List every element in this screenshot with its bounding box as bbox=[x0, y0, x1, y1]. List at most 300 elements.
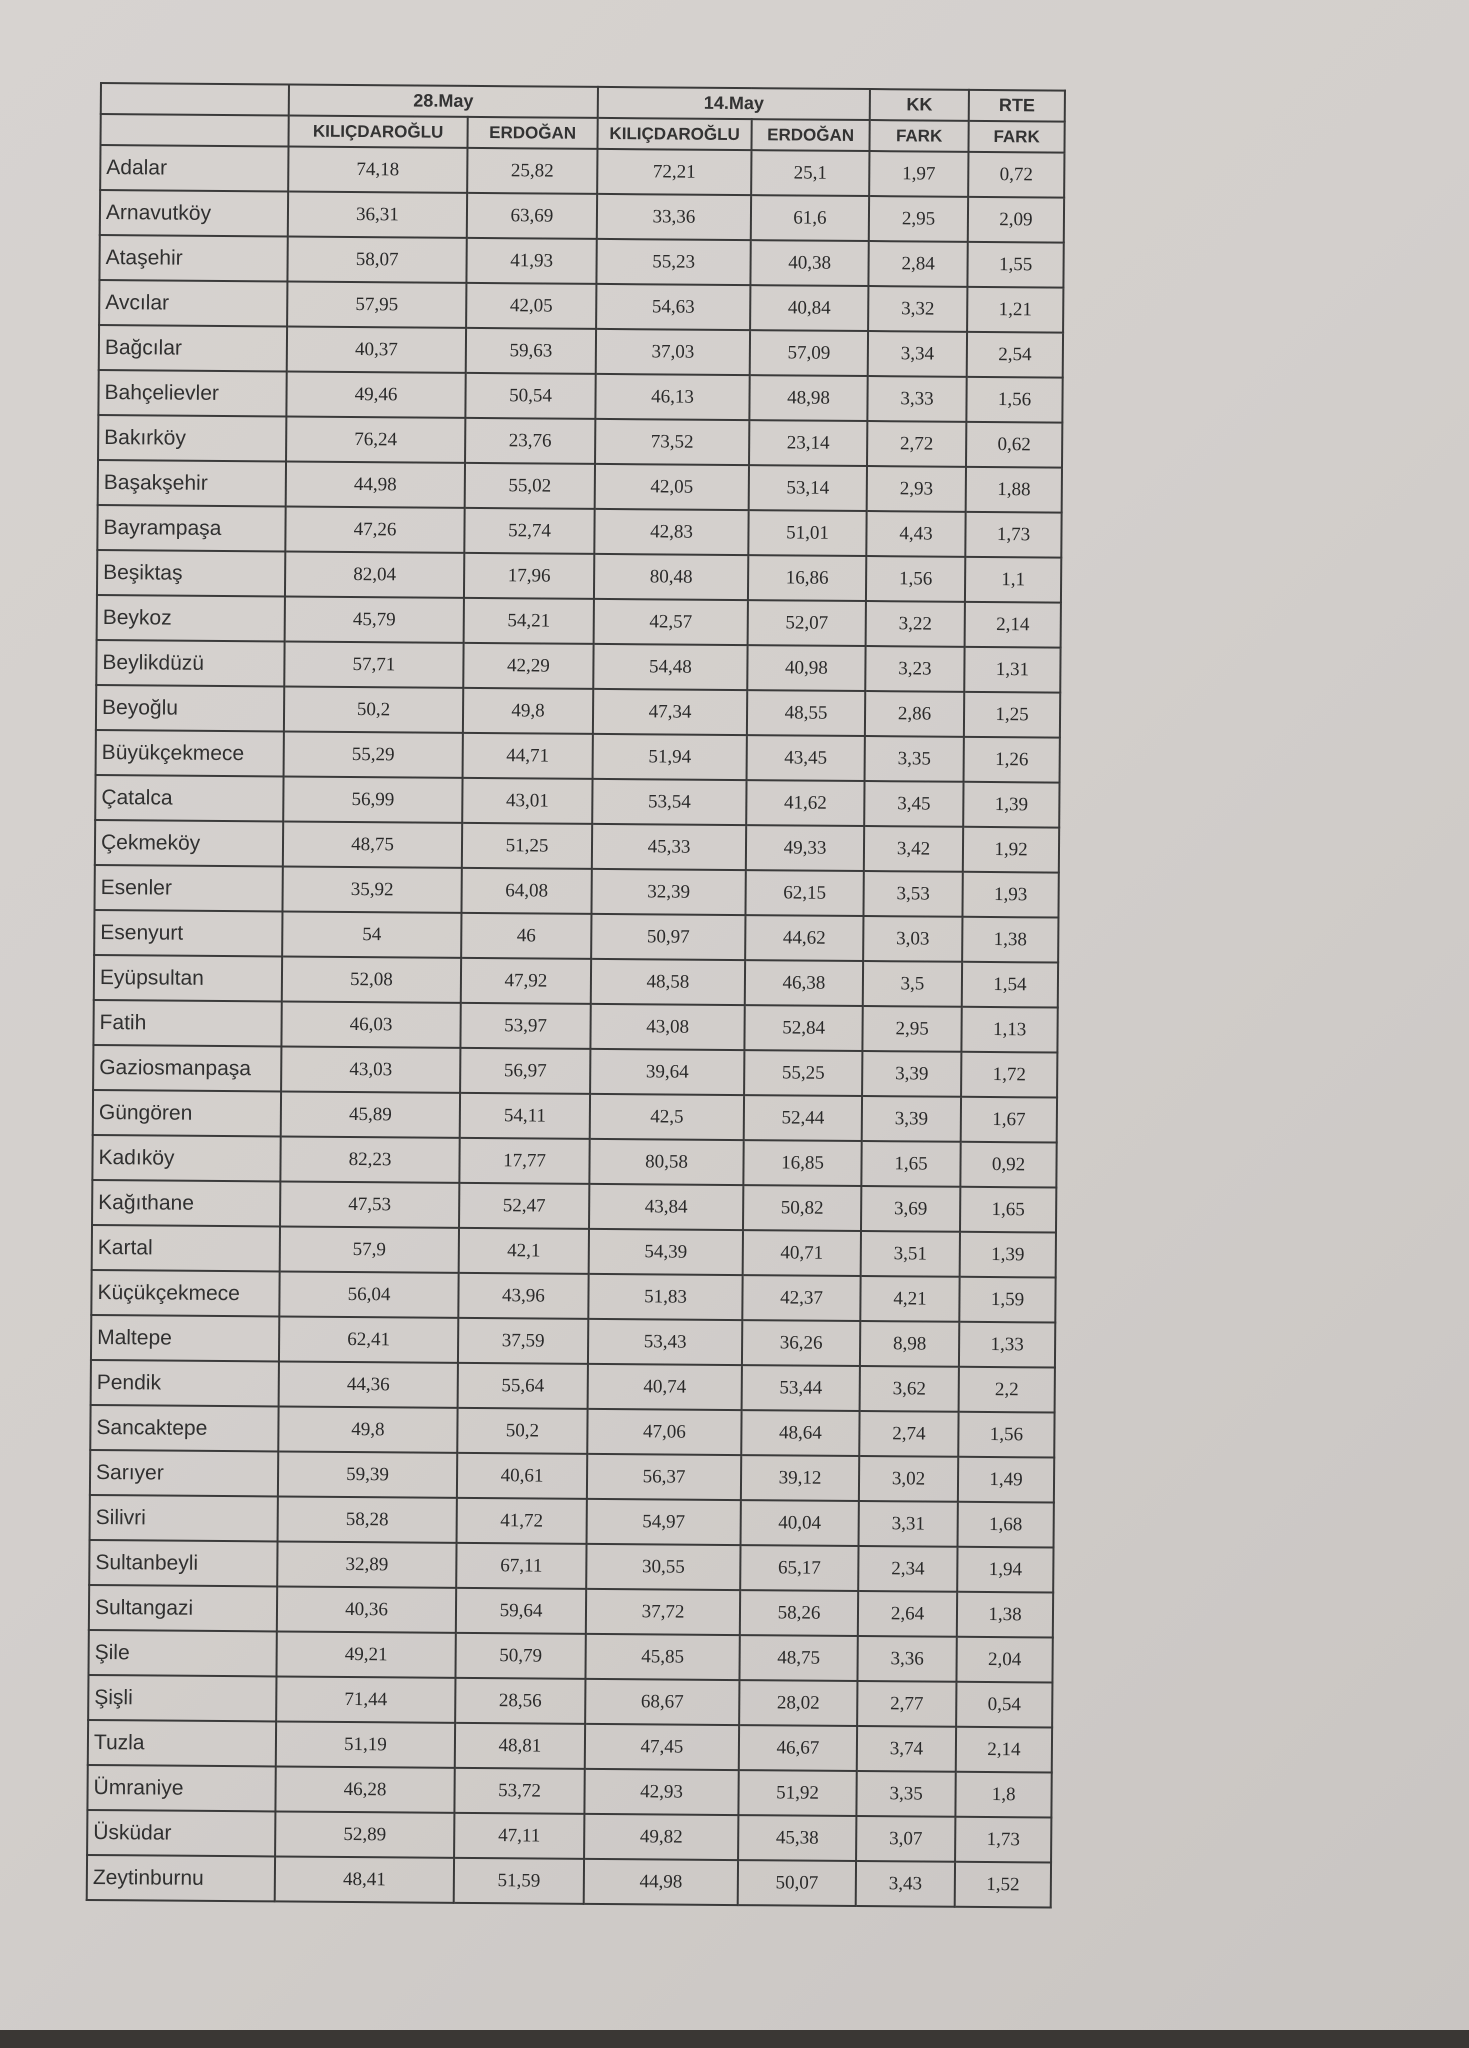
header-erdogan-28: ERDOĞAN bbox=[467, 117, 597, 149]
kilicdaroglu-14-cell: 54,48 bbox=[593, 644, 747, 690]
erdogan-28-cell: 17,96 bbox=[464, 553, 594, 599]
kk-fark-cell: 2,86 bbox=[865, 691, 964, 737]
erdogan-14-cell: 55,25 bbox=[744, 1050, 862, 1096]
district-cell: Bakırköy bbox=[98, 415, 286, 461]
kilicdaroglu-28-cell: 58,07 bbox=[287, 236, 466, 282]
district-cell: Ataşehir bbox=[99, 235, 287, 281]
kilicdaroglu-28-cell: 82,04 bbox=[285, 551, 464, 597]
kilicdaroglu-28-cell: 82,23 bbox=[280, 1136, 459, 1182]
kilicdaroglu-14-cell: 51,83 bbox=[588, 1274, 742, 1320]
kilicdaroglu-28-cell: 57,71 bbox=[284, 641, 463, 687]
erdogan-14-cell: 48,64 bbox=[741, 1410, 859, 1456]
kilicdaroglu-14-cell: 42,93 bbox=[584, 1769, 738, 1815]
kilicdaroglu-14-cell: 48,58 bbox=[591, 959, 745, 1005]
header-date-28-may: 28.May bbox=[289, 84, 598, 117]
kk-fark-cell: 3,69 bbox=[861, 1186, 960, 1232]
kk-fark-cell: 1,56 bbox=[866, 556, 965, 602]
kilicdaroglu-14-cell: 44,98 bbox=[584, 1859, 738, 1905]
erdogan-14-cell: 53,44 bbox=[742, 1365, 860, 1411]
kk-fark-cell: 3,35 bbox=[865, 736, 964, 782]
background-surface bbox=[0, 2030, 1469, 2048]
kilicdaroglu-28-cell: 32,89 bbox=[277, 1541, 456, 1587]
kilicdaroglu-28-cell: 74,18 bbox=[288, 146, 467, 192]
erdogan-14-cell: 36,26 bbox=[742, 1320, 860, 1366]
erdogan-14-cell: 43,45 bbox=[747, 735, 865, 781]
erdogan-28-cell: 17,77 bbox=[459, 1138, 589, 1184]
kilicdaroglu-28-cell: 40,37 bbox=[287, 326, 466, 372]
table-row bbox=[90, 1495, 1054, 1548]
table-row bbox=[94, 955, 1058, 1008]
erdogan-14-cell: 48,55 bbox=[747, 690, 865, 736]
district-cell: Zeytinburnu bbox=[87, 1855, 275, 1901]
kilicdaroglu-14-cell: 47,34 bbox=[593, 689, 747, 735]
kilicdaroglu-14-cell: 37,72 bbox=[586, 1589, 740, 1635]
rte-fark-cell: 1,33 bbox=[959, 1322, 1055, 1368]
kk-fark-cell: 3,31 bbox=[859, 1501, 958, 1547]
kilicdaroglu-14-cell: 80,58 bbox=[589, 1139, 743, 1185]
district-cell: Bahçelievler bbox=[98, 370, 286, 416]
kilicdaroglu-14-cell: 43,84 bbox=[589, 1184, 743, 1230]
table-row bbox=[95, 820, 1059, 873]
rte-fark-cell: 0,54 bbox=[956, 1682, 1052, 1728]
district-cell: Sarıyer bbox=[90, 1450, 278, 1496]
kilicdaroglu-28-cell: 57,95 bbox=[287, 281, 466, 327]
erdogan-14-cell: 58,26 bbox=[740, 1590, 858, 1636]
table-row bbox=[91, 1360, 1055, 1413]
table-row bbox=[99, 325, 1063, 378]
erdogan-28-cell: 63,69 bbox=[467, 193, 597, 239]
erdogan-14-cell: 44,62 bbox=[745, 915, 863, 961]
kk-fark-cell: 3,36 bbox=[857, 1636, 956, 1682]
erdogan-28-cell: 46 bbox=[461, 913, 591, 959]
district-cell: Kadıköy bbox=[92, 1135, 280, 1181]
kilicdaroglu-28-cell: 49,21 bbox=[276, 1631, 455, 1677]
district-cell: Arnavutköy bbox=[100, 190, 288, 236]
erdogan-14-cell: 52,44 bbox=[744, 1095, 862, 1141]
district-cell: Eyüpsultan bbox=[94, 955, 282, 1001]
erdogan-14-cell: 52,84 bbox=[744, 1005, 862, 1051]
table-row bbox=[90, 1405, 1054, 1458]
table-row bbox=[100, 145, 1064, 198]
kk-fark-cell: 3,07 bbox=[856, 1816, 955, 1862]
kilicdaroglu-28-cell: 56,04 bbox=[279, 1271, 458, 1317]
rte-fark-cell: 1,13 bbox=[961, 1007, 1057, 1053]
table-row bbox=[96, 685, 1060, 738]
erdogan-28-cell: 59,64 bbox=[456, 1588, 586, 1634]
rte-fark-cell: 1,49 bbox=[958, 1457, 1054, 1503]
erdogan-14-cell: 49,33 bbox=[746, 825, 864, 871]
table-row bbox=[99, 235, 1063, 288]
kk-fark-cell: 3,53 bbox=[864, 871, 963, 917]
table-row bbox=[88, 1720, 1052, 1773]
kk-fark-cell: 2,77 bbox=[857, 1681, 956, 1727]
kk-fark-cell: 3,02 bbox=[859, 1456, 958, 1502]
erdogan-28-cell: 47,11 bbox=[454, 1813, 584, 1859]
kk-fark-cell: 3,35 bbox=[856, 1771, 955, 1817]
kilicdaroglu-28-cell: 52,89 bbox=[275, 1811, 454, 1857]
kilicdaroglu-28-cell: 43,03 bbox=[281, 1046, 460, 1092]
kilicdaroglu-14-cell: 80,48 bbox=[594, 554, 748, 600]
district-cell: Beykoz bbox=[97, 595, 285, 641]
kilicdaroglu-14-cell: 42,05 bbox=[595, 464, 749, 510]
kilicdaroglu-14-cell: 68,67 bbox=[585, 1679, 739, 1725]
erdogan-14-cell: 42,37 bbox=[742, 1275, 860, 1321]
table-row bbox=[92, 1135, 1056, 1188]
kilicdaroglu-28-cell: 48,75 bbox=[283, 821, 462, 867]
table-row bbox=[94, 910, 1058, 963]
erdogan-14-cell: 48,75 bbox=[739, 1635, 857, 1681]
rte-fark-cell: 1,88 bbox=[966, 467, 1062, 513]
erdogan-28-cell: 41,72 bbox=[457, 1498, 587, 1544]
table-row bbox=[95, 775, 1059, 828]
kk-fark-cell: 3,23 bbox=[865, 646, 964, 692]
table-row bbox=[87, 1855, 1051, 1908]
table-row bbox=[98, 460, 1062, 513]
erdogan-28-cell: 52,47 bbox=[459, 1183, 589, 1229]
table-row bbox=[96, 730, 1060, 783]
erdogan-28-cell: 54,21 bbox=[464, 598, 594, 644]
erdogan-28-cell: 59,63 bbox=[466, 328, 596, 374]
erdogan-14-cell: 50,07 bbox=[738, 1860, 856, 1906]
table-row bbox=[92, 1225, 1056, 1278]
rte-fark-cell: 1,25 bbox=[964, 692, 1060, 738]
district-cell: Adalar bbox=[100, 145, 288, 191]
erdogan-14-cell: 23,14 bbox=[749, 420, 867, 466]
kk-fark-cell: 1,97 bbox=[869, 151, 968, 197]
erdogan-14-cell: 52,07 bbox=[748, 600, 866, 646]
kilicdaroglu-28-cell: 59,39 bbox=[278, 1451, 457, 1497]
kilicdaroglu-14-cell: 45,85 bbox=[585, 1634, 739, 1680]
rte-fark-cell: 1,72 bbox=[961, 1052, 1057, 1098]
table-row bbox=[88, 1630, 1052, 1683]
erdogan-28-cell: 50,2 bbox=[457, 1408, 587, 1454]
erdogan-14-cell: 40,98 bbox=[747, 645, 865, 691]
erdogan-14-cell: 61,6 bbox=[751, 195, 869, 241]
rte-fark-cell: 1,21 bbox=[967, 287, 1063, 333]
kilicdaroglu-14-cell: 54,97 bbox=[587, 1499, 741, 1545]
header-empty-cell bbox=[101, 114, 289, 146]
kilicdaroglu-14-cell: 42,57 bbox=[594, 599, 748, 645]
rte-fark-cell: 1,54 bbox=[962, 962, 1058, 1008]
kilicdaroglu-14-cell: 42,5 bbox=[590, 1094, 744, 1140]
kilicdaroglu-28-cell: 57,9 bbox=[280, 1226, 459, 1272]
header-erdogan-14: ERDOĞAN bbox=[752, 119, 870, 151]
rte-fark-cell: 1,1 bbox=[965, 557, 1061, 603]
rte-fark-cell: 2,09 bbox=[968, 197, 1064, 243]
kk-fark-cell: 2,74 bbox=[859, 1411, 958, 1457]
table-row bbox=[97, 505, 1061, 558]
erdogan-28-cell: 42,05 bbox=[466, 283, 596, 329]
rte-fark-cell: 1,31 bbox=[964, 647, 1060, 693]
erdogan-14-cell: 16,85 bbox=[743, 1140, 861, 1186]
table-row bbox=[93, 1090, 1057, 1143]
header-date-14-may: 14.May bbox=[598, 87, 870, 120]
erdogan-28-cell: 67,11 bbox=[456, 1543, 586, 1589]
kk-fark-cell: 3,34 bbox=[868, 331, 967, 377]
kk-fark-cell: 3,45 bbox=[864, 781, 963, 827]
kilicdaroglu-14-cell: 39,64 bbox=[590, 1049, 744, 1095]
kilicdaroglu-14-cell: 40,74 bbox=[588, 1364, 742, 1410]
kilicdaroglu-28-cell: 52,08 bbox=[282, 956, 461, 1002]
table-row bbox=[88, 1675, 1052, 1728]
kilicdaroglu-28-cell: 45,79 bbox=[285, 596, 464, 642]
kilicdaroglu-14-cell: 54,63 bbox=[596, 284, 750, 330]
rte-fark-cell: 1,38 bbox=[962, 917, 1058, 963]
rte-fark-cell: 1,68 bbox=[958, 1502, 1054, 1548]
erdogan-28-cell: 23,76 bbox=[465, 418, 595, 464]
table-row bbox=[92, 1180, 1056, 1233]
table-row bbox=[89, 1585, 1053, 1638]
kilicdaroglu-14-cell: 49,82 bbox=[584, 1814, 738, 1860]
erdogan-14-cell: 48,98 bbox=[749, 375, 867, 421]
district-cell: Beşiktaş bbox=[97, 550, 285, 596]
erdogan-28-cell: 48,81 bbox=[455, 1723, 585, 1769]
erdogan-28-cell: 51,59 bbox=[454, 1858, 584, 1904]
kk-fark-cell: 3,5 bbox=[863, 961, 962, 1007]
erdogan-14-cell: 40,04 bbox=[741, 1500, 859, 1546]
table-row bbox=[89, 1540, 1053, 1593]
kilicdaroglu-14-cell: 47,45 bbox=[585, 1724, 739, 1770]
kilicdaroglu-28-cell: 35,92 bbox=[282, 866, 461, 912]
district-cell: Avcılar bbox=[99, 280, 287, 326]
erdogan-14-cell: 41,62 bbox=[746, 780, 864, 826]
kilicdaroglu-28-cell: 58,28 bbox=[278, 1496, 457, 1542]
district-cell: Silivri bbox=[90, 1495, 278, 1541]
rte-fark-cell: 1,94 bbox=[957, 1547, 1053, 1593]
table-row bbox=[94, 865, 1058, 918]
kk-fark-cell: 1,65 bbox=[861, 1141, 960, 1187]
table-row bbox=[100, 190, 1064, 243]
election-results-table bbox=[86, 82, 1066, 1909]
erdogan-28-cell: 43,01 bbox=[462, 778, 592, 824]
erdogan-28-cell: 25,82 bbox=[467, 148, 597, 194]
district-cell: Esenler bbox=[94, 865, 282, 911]
kilicdaroglu-14-cell: 45,33 bbox=[592, 824, 746, 870]
district-cell: Bayrampaşa bbox=[97, 505, 285, 551]
erdogan-14-cell: 65,17 bbox=[740, 1545, 858, 1591]
kk-fark-cell: 3,42 bbox=[864, 826, 963, 872]
kilicdaroglu-14-cell: 55,23 bbox=[596, 239, 750, 285]
erdogan-28-cell: 53,72 bbox=[454, 1768, 584, 1814]
erdogan-14-cell: 45,38 bbox=[738, 1815, 856, 1861]
rte-fark-cell: 0,72 bbox=[968, 152, 1064, 198]
kilicdaroglu-14-cell: 30,55 bbox=[586, 1544, 740, 1590]
kk-fark-cell: 3,39 bbox=[862, 1096, 961, 1142]
erdogan-28-cell: 47,92 bbox=[461, 958, 591, 1004]
table-row bbox=[97, 595, 1061, 648]
erdogan-28-cell: 64,08 bbox=[461, 868, 591, 914]
kilicdaroglu-28-cell: 45,89 bbox=[281, 1091, 460, 1137]
erdogan-28-cell: 54,11 bbox=[460, 1093, 590, 1139]
header-rte: RTE bbox=[969, 90, 1065, 122]
kk-fark-cell: 2,84 bbox=[868, 241, 967, 287]
rte-fark-cell: 2,14 bbox=[956, 1727, 1052, 1773]
kilicdaroglu-28-cell: 54 bbox=[282, 911, 461, 957]
kk-fark-cell: 3,22 bbox=[866, 601, 965, 647]
table-row bbox=[97, 550, 1061, 603]
erdogan-14-cell: 46,38 bbox=[745, 960, 863, 1006]
erdogan-14-cell: 40,71 bbox=[743, 1230, 861, 1276]
district-cell: Gaziosmanpaşa bbox=[93, 1045, 281, 1091]
erdogan-28-cell: 42,1 bbox=[459, 1228, 589, 1274]
kilicdaroglu-28-cell: 44,98 bbox=[286, 461, 465, 507]
table-row bbox=[91, 1315, 1055, 1368]
erdogan-14-cell: 53,14 bbox=[749, 465, 867, 511]
erdogan-14-cell: 16,86 bbox=[748, 555, 866, 601]
rte-fark-cell: 1,52 bbox=[955, 1862, 1051, 1908]
kk-fark-cell: 3,39 bbox=[862, 1051, 961, 1097]
erdogan-28-cell: 56,97 bbox=[460, 1048, 590, 1094]
rte-fark-cell: 1,26 bbox=[964, 737, 1060, 783]
kk-fark-cell: 3,74 bbox=[857, 1726, 956, 1772]
rte-fark-cell: 1,65 bbox=[960, 1187, 1056, 1233]
table-row bbox=[87, 1810, 1051, 1863]
header-empty-cell bbox=[101, 83, 289, 115]
kilicdaroglu-14-cell: 50,97 bbox=[591, 914, 745, 960]
kilicdaroglu-14-cell: 32,39 bbox=[591, 869, 745, 915]
rte-fark-cell: 1,92 bbox=[963, 827, 1059, 873]
district-cell: Esenyurt bbox=[94, 910, 282, 956]
erdogan-14-cell: 40,84 bbox=[750, 285, 868, 331]
rte-fark-cell: 1,73 bbox=[965, 512, 1061, 558]
rte-fark-cell: 2,54 bbox=[967, 332, 1063, 378]
kilicdaroglu-14-cell: 56,37 bbox=[587, 1454, 741, 1500]
rte-fark-cell: 1,55 bbox=[967, 242, 1063, 288]
erdogan-28-cell: 41,93 bbox=[466, 238, 596, 284]
table-row bbox=[98, 415, 1062, 468]
district-cell: Üsküdar bbox=[87, 1810, 275, 1856]
kilicdaroglu-28-cell: 46,28 bbox=[275, 1766, 454, 1812]
kilicdaroglu-28-cell: 40,36 bbox=[277, 1586, 456, 1632]
table-row bbox=[96, 640, 1060, 693]
district-cell: Tuzla bbox=[88, 1720, 276, 1766]
district-cell: Kağıthane bbox=[92, 1180, 280, 1226]
district-cell: Şile bbox=[88, 1630, 276, 1676]
kk-fark-cell: 2,95 bbox=[869, 196, 968, 242]
kilicdaroglu-14-cell: 37,03 bbox=[596, 329, 750, 375]
table-row bbox=[93, 1045, 1057, 1098]
district-cell: Fatih bbox=[93, 1000, 281, 1046]
district-cell: Maltepe bbox=[91, 1315, 279, 1361]
kk-fark-cell: 4,43 bbox=[866, 511, 965, 557]
erdogan-28-cell: 37,59 bbox=[458, 1318, 588, 1364]
district-cell: Sancaktepe bbox=[90, 1405, 278, 1451]
table-row bbox=[93, 1000, 1057, 1053]
kk-fark-cell: 3,33 bbox=[867, 376, 966, 422]
district-cell: Ümraniye bbox=[87, 1765, 275, 1811]
rte-fark-cell: 1,56 bbox=[958, 1412, 1054, 1458]
table-row bbox=[91, 1270, 1055, 1323]
erdogan-28-cell: 50,79 bbox=[455, 1633, 585, 1679]
kilicdaroglu-14-cell: 53,54 bbox=[592, 779, 746, 825]
header-rte-fark: FARK bbox=[969, 121, 1065, 153]
kilicdaroglu-28-cell: 49,8 bbox=[278, 1406, 457, 1452]
erdogan-28-cell: 28,56 bbox=[455, 1678, 585, 1724]
table-row bbox=[98, 370, 1062, 423]
kilicdaroglu-14-cell: 43,08 bbox=[590, 1004, 744, 1050]
rte-fark-cell: 2,04 bbox=[956, 1637, 1052, 1683]
erdogan-28-cell: 49,8 bbox=[463, 688, 593, 734]
table-row bbox=[90, 1450, 1054, 1503]
kilicdaroglu-28-cell: 71,44 bbox=[276, 1676, 455, 1722]
kilicdaroglu-28-cell: 47,53 bbox=[280, 1181, 459, 1227]
kilicdaroglu-14-cell: 54,39 bbox=[589, 1229, 743, 1275]
kilicdaroglu-28-cell: 51,19 bbox=[276, 1721, 455, 1767]
kilicdaroglu-28-cell: 62,41 bbox=[279, 1316, 458, 1362]
rte-fark-cell: 0,92 bbox=[960, 1142, 1056, 1188]
header-kilicdaroglu-14: KILIÇDAROĞLU bbox=[598, 118, 752, 150]
erdogan-28-cell: 44,71 bbox=[463, 733, 593, 779]
kilicdaroglu-28-cell: 47,26 bbox=[285, 506, 464, 552]
erdogan-14-cell: 50,82 bbox=[743, 1185, 861, 1231]
kilicdaroglu-14-cell: 72,21 bbox=[597, 149, 751, 195]
kilicdaroglu-28-cell: 55,29 bbox=[284, 731, 463, 777]
district-cell: Büyükçekmece bbox=[96, 730, 284, 776]
kilicdaroglu-28-cell: 48,41 bbox=[275, 1856, 454, 1902]
kilicdaroglu-14-cell: 42,83 bbox=[594, 509, 748, 555]
erdogan-14-cell: 51,92 bbox=[738, 1770, 856, 1816]
erdogan-14-cell: 62,15 bbox=[745, 870, 863, 916]
kilicdaroglu-14-cell: 51,94 bbox=[593, 734, 747, 780]
district-cell: Kartal bbox=[92, 1225, 280, 1271]
kilicdaroglu-14-cell: 53,43 bbox=[588, 1319, 742, 1365]
header-kk-fark: FARK bbox=[870, 120, 969, 152]
erdogan-14-cell: 40,38 bbox=[750, 240, 868, 286]
kk-fark-cell: 8,98 bbox=[860, 1321, 959, 1367]
kilicdaroglu-14-cell: 33,36 bbox=[597, 194, 751, 240]
rte-fark-cell: 2,14 bbox=[965, 602, 1061, 648]
kk-fark-cell: 3,43 bbox=[856, 1861, 955, 1907]
district-cell: Beylikdüzü bbox=[96, 640, 284, 686]
kilicdaroglu-28-cell: 76,24 bbox=[286, 416, 465, 462]
kilicdaroglu-28-cell: 56,99 bbox=[283, 776, 462, 822]
erdogan-28-cell: 40,61 bbox=[457, 1453, 587, 1499]
kilicdaroglu-14-cell: 73,52 bbox=[595, 419, 749, 465]
erdogan-14-cell: 46,67 bbox=[739, 1725, 857, 1771]
table-row bbox=[87, 1765, 1051, 1818]
erdogan-28-cell: 53,97 bbox=[460, 1003, 590, 1049]
header-kk: KK bbox=[870, 89, 969, 121]
erdogan-28-cell: 51,25 bbox=[462, 823, 592, 869]
district-cell: Çatalca bbox=[95, 775, 283, 821]
erdogan-14-cell: 28,02 bbox=[739, 1680, 857, 1726]
rte-fark-cell: 1,56 bbox=[966, 377, 1062, 423]
rte-fark-cell: 1,93 bbox=[963, 872, 1059, 918]
kilicdaroglu-28-cell: 44,36 bbox=[279, 1361, 458, 1407]
district-cell: Başakşehir bbox=[98, 460, 286, 506]
kk-fark-cell: 4,21 bbox=[860, 1276, 959, 1322]
erdogan-14-cell: 39,12 bbox=[741, 1455, 859, 1501]
erdogan-28-cell: 43,96 bbox=[458, 1273, 588, 1319]
kilicdaroglu-14-cell: 46,13 bbox=[595, 374, 749, 420]
district-cell: Beyoğlu bbox=[96, 685, 284, 731]
rte-fark-cell: 1,8 bbox=[955, 1772, 1051, 1818]
kilicdaroglu-28-cell: 46,03 bbox=[281, 1001, 460, 1047]
erdogan-14-cell: 57,09 bbox=[750, 330, 868, 376]
rte-fark-cell: 0,62 bbox=[966, 422, 1062, 468]
kk-fark-cell: 3,62 bbox=[860, 1366, 959, 1412]
district-cell: Çekmeköy bbox=[95, 820, 283, 866]
kilicdaroglu-14-cell: 47,06 bbox=[587, 1409, 741, 1455]
rte-fark-cell: 1,59 bbox=[959, 1277, 1055, 1323]
erdogan-28-cell: 52,74 bbox=[464, 508, 594, 554]
rte-fark-cell: 1,38 bbox=[957, 1592, 1053, 1638]
table-row bbox=[99, 280, 1063, 333]
district-cell: Şişli bbox=[88, 1675, 276, 1721]
erdogan-28-cell: 50,54 bbox=[465, 373, 595, 419]
district-cell: Sultangazi bbox=[89, 1585, 277, 1631]
district-cell: Güngören bbox=[93, 1090, 281, 1136]
